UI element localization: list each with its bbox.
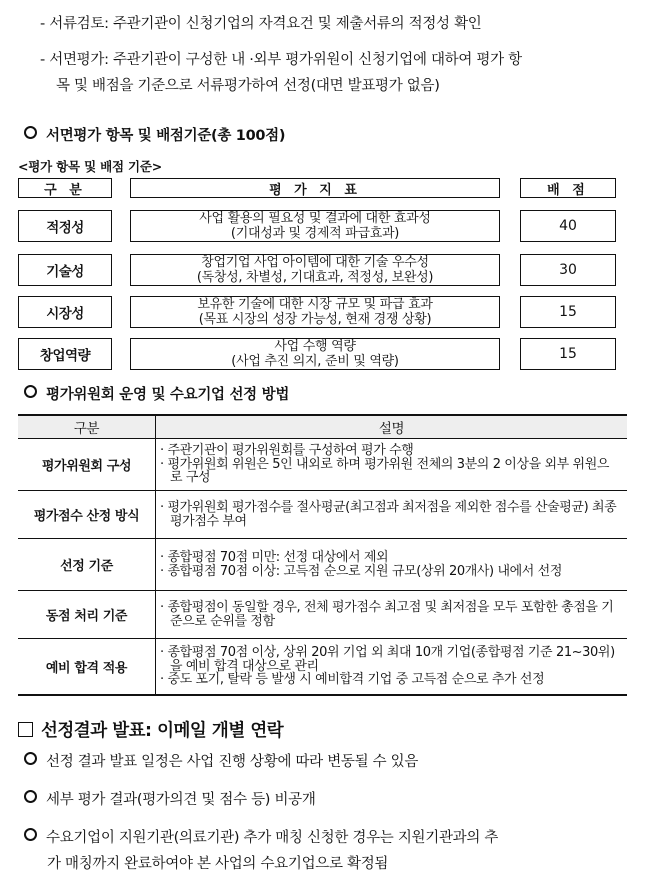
criteria-indicator-cell: 보유한 기술에 대한 시장 규모 및 파급 효과 (목표 시장의 성장 가능성, 현재 경쟁 상황) [130,296,500,328]
committee-row-label: 예비 합격 적용 [18,639,156,695]
criteria-score-cell: 40 [520,210,616,242]
committee-header-desc: 설명 [156,415,628,439]
committee-row-label: 평가점수 산정 방식 [18,491,156,539]
committee-row-desc: · 종합평점 70점 미만: 선정 대상에서 제외 · 종합평점 70점 이상: 고득점 순으로 지원 규모(상위 20개사) 내에서 선정 [156,539,628,591]
announce-item: 세부 평가 결과(평가의견 및 점수 등) 비공개 [24,788,316,812]
committee-row-desc: · 주관기관이 평가위원회를 구성하여 평가 수행 · 평가위원회 위원은 5인 내외로 하며 평가위원 전체의 3분의 2 이상을 외부 위원으로 구성 [156,439,628,491]
announce-item: 수요기업이 지원기관(의료기관) 추가 매칭 신청한 경우는 지원기관과의 추 [24,826,498,850]
criteria-indicator-cell: 창업기업 사업 아이템에 대한 기술 우수성 (독창성, 차별성, 기대효과, 적정성, 보완성) [130,254,500,286]
criteria-score-cell: 15 [520,338,616,370]
announce-item: 선정 결과 발표 일정은 사업 진행 상황에 따라 변동될 수 있음 [24,750,418,774]
committee-row-label: 평가위원회 구성 [18,439,156,491]
criteria-caption: <평가 항목 및 배점 기준> [18,159,163,174]
intro-line-written-eval: - 서면평가: 주관기관이 구성한 내 ·외부 평가위원이 신청기업에 대하여 평가 항 [40,52,522,68]
criteria-category-cell: 시장성 [18,296,112,328]
table-row [18,539,627,591]
criteria-header-indicator: 평 가 지 표 [130,178,500,198]
circle-bullet-icon [24,790,37,803]
criteria-category-cell: 창업역량 [18,338,112,370]
criteria-category-cell: 기술성 [18,254,112,286]
table-row [18,491,627,539]
table-row [18,639,627,695]
circle-bullet-icon [24,752,37,765]
square-bullet-icon [18,722,33,737]
circle-bullet-icon [24,828,37,841]
circle-bullet-icon [24,385,37,398]
circle-bullet-icon [24,126,37,139]
announce-item-cont: 가 매칭까지 완료하여야 본 사업의 수요기업으로 확정됨 [47,856,389,872]
committee-table [18,414,627,696]
criteria-score-cell: 30 [520,254,616,286]
table-header-row [18,415,627,439]
committee-header-label: 구분 [18,415,156,439]
committee-row-desc: · 평가위원회 평가점수를 절사평균(최고점과 최저점을 제외한 점수를 산술평균) 최종 평가점수 부여 [156,491,628,539]
criteria-category-cell: 적정성 [18,210,112,242]
criteria-heading: 서면평가 항목 및 배점기준(총 100점) [24,124,285,145]
criteria-indicator-cell: 사업 수행 역량 (사업 추진 의지, 준비 및 역량) [130,338,500,370]
table-row [18,591,627,639]
intro-line-written-eval-cont: 목 및 배점을 기준으로 서류평가하여 선정(대면 발표평가 없음) [56,78,440,94]
table-row [18,439,627,491]
committee-row-desc: · 종합평점이 동일할 경우, 전체 평가점수 최고점 및 최저점을 모두 포함한 총점을 기준으로 순위를 정함 [156,591,628,639]
committee-row-desc: · 종합평점 70점 이상, 상위 20위 기업 외 최대 10개 기업(종합평점 기준 21~30위)을 예비 합격 대상으로 관리 · 중도 포기, 탈락 등 발생 시 예비합격 기업 중 고득점 순으로 추가 선정 [156,639,628,695]
committee-heading: 평가위원회 운영 및 수요기업 선정 방법 [24,383,289,404]
criteria-indicator-cell: 사업 활용의 필요성 및 결과에 대한 효과성 (기대성과 및 경제적 파급효과) [130,210,500,242]
committee-row-label: 선정 기준 [18,539,156,591]
committee-row-label: 동점 처리 기준 [18,591,156,639]
criteria-score-cell: 15 [520,296,616,328]
criteria-header-score: 배 점 [520,178,616,198]
intro-line-document-review: - 서류검토: 주관기관이 신청기업의 자격요건 및 제출서류의 적정성 확인 [40,16,482,32]
criteria-header-category: 구 분 [18,178,112,198]
announce-heading: 선정결과 발표: 이메일 개별 연락 [18,717,283,742]
